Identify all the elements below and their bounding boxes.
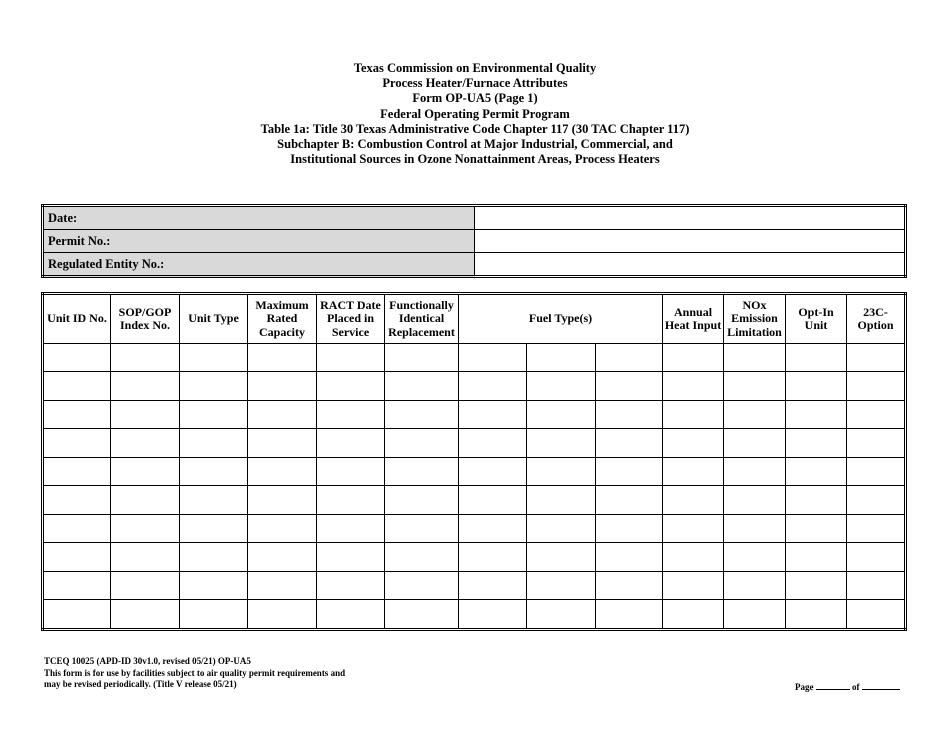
- table-cell[interactable]: [385, 429, 459, 457]
- table-cell[interactable]: [527, 514, 596, 542]
- table-cell[interactable]: [180, 571, 248, 599]
- table-cell[interactable]: [459, 486, 527, 514]
- table-cell[interactable]: [180, 372, 248, 400]
- header-program: Federal Operating Permit Program: [380, 106, 570, 121]
- table-cell[interactable]: [724, 543, 786, 571]
- table-row: [43, 543, 906, 571]
- table-cell[interactable]: [724, 372, 786, 400]
- footer-usage-note: This form is for use by facilities subject to air quality permit requirements and: [44, 667, 346, 678]
- table-cell[interactable]: [180, 543, 248, 571]
- page-counter: [795, 680, 900, 692]
- table-cell[interactable]: [248, 600, 317, 630]
- of-label: of: [852, 682, 860, 692]
- table-cell[interactable]: [663, 571, 724, 599]
- table-cell[interactable]: [847, 400, 906, 428]
- table-cell[interactable]: [847, 344, 906, 372]
- table-cell[interactable]: [43, 400, 111, 428]
- table-cell[interactable]: [180, 344, 248, 372]
- table-cell[interactable]: [248, 571, 317, 599]
- table-cell[interactable]: [663, 344, 724, 372]
- table-body: [43, 344, 906, 630]
- table-cell[interactable]: [724, 457, 786, 485]
- table-cell[interactable]: [317, 457, 385, 485]
- table-cell[interactable]: [786, 344, 847, 372]
- col-max-capacity: Maximum Rated Capacity: [248, 294, 317, 344]
- table-cell[interactable]: [180, 514, 248, 542]
- table-cell[interactable]: [663, 600, 724, 630]
- table-cell[interactable]: [43, 344, 111, 372]
- table-cell[interactable]: [111, 457, 180, 485]
- table-cell[interactable]: [459, 344, 527, 372]
- table-cell[interactable]: [385, 600, 459, 630]
- table-cell[interactable]: [527, 429, 596, 457]
- col-unit-type: Unit Type: [180, 294, 248, 344]
- info-table: [41, 204, 907, 278]
- table-row: [43, 400, 906, 428]
- table-cell[interactable]: [459, 429, 527, 457]
- table-cell[interactable]: [459, 457, 527, 485]
- table-cell[interactable]: [847, 600, 906, 630]
- table-cell[interactable]: [317, 571, 385, 599]
- info-row-permit: [43, 230, 906, 253]
- table-cell[interactable]: [527, 571, 596, 599]
- table-cell[interactable]: [663, 543, 724, 571]
- table-cell[interactable]: [847, 514, 906, 542]
- table-cell[interactable]: [786, 486, 847, 514]
- table-cell[interactable]: [111, 486, 180, 514]
- table-row: [43, 571, 906, 599]
- table-cell[interactable]: [663, 486, 724, 514]
- table-cell[interactable]: [596, 600, 663, 630]
- table-cell[interactable]: [385, 400, 459, 428]
- table-cell[interactable]: [786, 543, 847, 571]
- col-opt-in: Opt-In Unit: [786, 294, 847, 344]
- table-cell[interactable]: [248, 543, 317, 571]
- table-cell[interactable]: [111, 543, 180, 571]
- table-cell[interactable]: [43, 486, 111, 514]
- header-table-title: Table 1a: Title 30 Texas Administrative Code Chapter 117 (30 TAC Chapter 117): [260, 121, 690, 136]
- table-cell[interactable]: [663, 372, 724, 400]
- col-ract-date: RACT Date Placed in Service: [317, 294, 385, 344]
- table-cell[interactable]: [663, 400, 724, 428]
- table-cell[interactable]: [459, 571, 527, 599]
- table-cell[interactable]: [847, 429, 906, 457]
- table-cell[interactable]: [596, 514, 663, 542]
- table-cell[interactable]: [724, 486, 786, 514]
- table-cell[interactable]: [43, 514, 111, 542]
- table-cell[interactable]: [248, 400, 317, 428]
- table-cell[interactable]: [180, 600, 248, 630]
- header-subchapter: Subchapter B: Combustion Control at Major Industrial, Commercial, and: [277, 137, 673, 152]
- col-nox-limit: NOx Emission Limitation: [724, 294, 786, 344]
- table-cell[interactable]: [180, 429, 248, 457]
- table-cell[interactable]: [111, 400, 180, 428]
- col-unit-id: Unit ID No.: [43, 294, 111, 344]
- table-cell[interactable]: [317, 543, 385, 571]
- table-row: [43, 514, 906, 542]
- table-cell[interactable]: [111, 372, 180, 400]
- table-cell[interactable]: [596, 344, 663, 372]
- table-cell[interactable]: [317, 400, 385, 428]
- header-subchapter-cont: Institutional Sources in Ozone Nonattainment Areas, Process Heaters: [290, 152, 660, 167]
- table-cell[interactable]: [43, 571, 111, 599]
- footer-form-code: TCEQ 10025 (APD-ID 30v1.0, revised 05/21) OP-UA5: [44, 656, 251, 666]
- table-cell[interactable]: [248, 429, 317, 457]
- header-title: Process Heater/Furnace Attributes: [382, 76, 568, 91]
- table-cell[interactable]: [724, 571, 786, 599]
- page-total-field[interactable]: [862, 680, 900, 690]
- table-cell[interactable]: [527, 600, 596, 630]
- table-cell[interactable]: [663, 457, 724, 485]
- table-cell[interactable]: [317, 372, 385, 400]
- table-row: [43, 457, 906, 485]
- table-cell[interactable]: [724, 344, 786, 372]
- table-cell[interactable]: [248, 457, 317, 485]
- table-cell[interactable]: [43, 429, 111, 457]
- table-cell[interactable]: [596, 457, 663, 485]
- table-cell[interactable]: [459, 514, 527, 542]
- table-cell[interactable]: [248, 344, 317, 372]
- table-cell[interactable]: [786, 571, 847, 599]
- table-cell[interactable]: [180, 457, 248, 485]
- table-row: [43, 344, 906, 372]
- table-cell[interactable]: [663, 514, 724, 542]
- table-cell[interactable]: [111, 344, 180, 372]
- table-row: [43, 372, 906, 400]
- table-cell[interactable]: [786, 600, 847, 630]
- table-cell[interactable]: [43, 457, 111, 485]
- table-cell[interactable]: [786, 400, 847, 428]
- table-cell[interactable]: [111, 514, 180, 542]
- table-cell[interactable]: [459, 400, 527, 428]
- table-cell[interactable]: [317, 600, 385, 630]
- form-header: [0, 61, 950, 167]
- col-sop-gop: SOP/GOP Index No.: [111, 294, 180, 344]
- table-cell[interactable]: [527, 486, 596, 514]
- table-row: [43, 429, 906, 457]
- table-cell[interactable]: [786, 372, 847, 400]
- table-cell[interactable]: [596, 429, 663, 457]
- table-cell[interactable]: [596, 372, 663, 400]
- table-cell[interactable]: [847, 486, 906, 514]
- table-cell[interactable]: [596, 400, 663, 428]
- col-annual-heat: Annual Heat Input: [663, 294, 724, 344]
- table-cell[interactable]: [527, 543, 596, 571]
- table-cell[interactable]: [111, 571, 180, 599]
- table-cell[interactable]: [248, 486, 317, 514]
- header-row: [43, 294, 906, 344]
- table-cell[interactable]: [459, 600, 527, 630]
- table-cell[interactable]: [317, 344, 385, 372]
- table-cell[interactable]: [43, 543, 111, 571]
- table-cell[interactable]: [43, 600, 111, 630]
- col-fuel-types: Fuel Type(s): [459, 294, 663, 344]
- table-cell[interactable]: [385, 486, 459, 514]
- form-footer: [44, 656, 345, 691]
- table-cell[interactable]: [385, 571, 459, 599]
- table-cell[interactable]: [459, 543, 527, 571]
- table-cell[interactable]: [385, 457, 459, 485]
- table-cell[interactable]: [786, 457, 847, 485]
- page-label: Page: [795, 682, 814, 692]
- table-cell[interactable]: [317, 514, 385, 542]
- col-functionally-identical: Functionally Identical Replacement: [385, 294, 459, 344]
- table-cell[interactable]: [385, 543, 459, 571]
- table-cell[interactable]: [385, 344, 459, 372]
- table-cell[interactable]: [317, 486, 385, 514]
- table-cell[interactable]: [43, 372, 111, 400]
- info-row-entity: [43, 253, 906, 277]
- entity-field[interactable]: [475, 253, 906, 277]
- table-cell[interactable]: [786, 429, 847, 457]
- table-cell[interactable]: [786, 514, 847, 542]
- table-cell[interactable]: [111, 600, 180, 630]
- table-cell[interactable]: [459, 372, 527, 400]
- table-cell[interactable]: [596, 543, 663, 571]
- page-number-field[interactable]: [816, 680, 850, 690]
- table-cell[interactable]: [527, 400, 596, 428]
- permit-label: Permit No.:: [43, 230, 475, 253]
- table-cell[interactable]: [847, 372, 906, 400]
- table-cell[interactable]: [111, 429, 180, 457]
- table-cell[interactable]: [317, 429, 385, 457]
- table-cell[interactable]: [663, 429, 724, 457]
- permit-field[interactable]: [475, 230, 906, 253]
- entity-label: Regulated Entity No.:: [43, 253, 475, 277]
- table-row: [43, 486, 906, 514]
- footer-release-note: may be revised periodically. (Title V release 05/21): [44, 679, 237, 689]
- table-cell[interactable]: [847, 571, 906, 599]
- header-form-id: Form OP-UA5 (Page 1): [412, 91, 538, 106]
- table-cell[interactable]: [248, 372, 317, 400]
- table-cell[interactable]: [724, 429, 786, 457]
- table-cell[interactable]: [724, 400, 786, 428]
- table-cell[interactable]: [385, 372, 459, 400]
- attributes-table: [41, 292, 907, 631]
- table-cell[interactable]: [847, 457, 906, 485]
- table-cell[interactable]: [596, 486, 663, 514]
- table-cell[interactable]: [527, 344, 596, 372]
- table-cell[interactable]: [724, 514, 786, 542]
- date-label: Date:: [43, 206, 475, 230]
- date-field[interactable]: [475, 206, 906, 230]
- table-cell[interactable]: [596, 571, 663, 599]
- table-cell[interactable]: [385, 514, 459, 542]
- table-row: [43, 600, 906, 630]
- table-cell[interactable]: [180, 486, 248, 514]
- table-cell[interactable]: [847, 543, 906, 571]
- table-cell[interactable]: [248, 514, 317, 542]
- table-cell[interactable]: [724, 600, 786, 630]
- table-cell[interactable]: [527, 457, 596, 485]
- header-agency: Texas Commission on Environmental Quality: [353, 61, 597, 75]
- info-row-date: [43, 206, 906, 230]
- col-23c-option: 23C-Option: [847, 294, 906, 344]
- table-cell[interactable]: [180, 400, 248, 428]
- table-cell[interactable]: [527, 372, 596, 400]
